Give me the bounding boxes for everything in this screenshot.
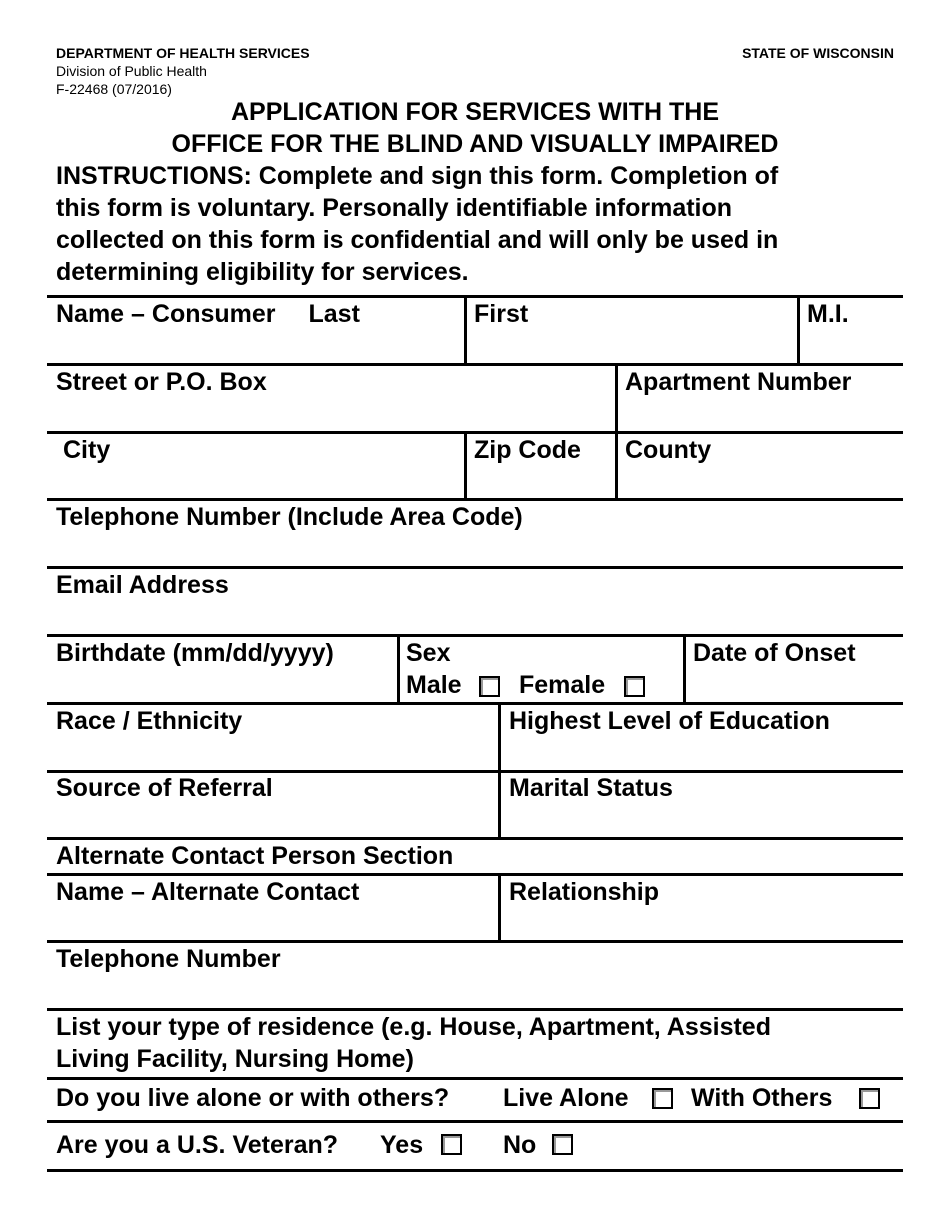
female-checkbox[interactable] xyxy=(624,676,645,697)
zip-code-label: Zip Code xyxy=(474,436,581,464)
email-field[interactable] xyxy=(56,571,229,600)
divider xyxy=(683,635,686,704)
middle-initial-label: M.I. xyxy=(807,300,849,328)
divider xyxy=(498,874,501,942)
divider xyxy=(615,364,618,433)
rule xyxy=(47,837,903,840)
veteran-yes-label: Yes xyxy=(380,1131,424,1159)
division-name: Division of Public Health xyxy=(56,63,207,79)
street-field[interactable] xyxy=(56,368,267,397)
education-label: Highest Level of Education xyxy=(509,707,830,735)
rule xyxy=(47,634,903,637)
rule xyxy=(47,1077,903,1080)
form-title-line-1: APPLICATION FOR SERVICES WITH THE xyxy=(231,98,719,126)
divider xyxy=(464,296,467,365)
live-alone-checkbox[interactable] xyxy=(652,1088,673,1109)
city-field[interactable] xyxy=(63,436,110,465)
divider xyxy=(397,635,400,704)
rule xyxy=(47,498,903,501)
rule xyxy=(47,1120,903,1123)
first-name-field[interactable] xyxy=(474,300,528,329)
rule xyxy=(47,295,903,298)
with-others-label: With Others xyxy=(691,1084,833,1112)
rule xyxy=(47,770,903,773)
rule xyxy=(47,1008,903,1011)
marital-status-field[interactable] xyxy=(509,774,673,803)
middle-initial-field[interactable] xyxy=(807,300,849,329)
street-label: Street or P.O. Box xyxy=(56,368,267,396)
department-name: DEPARTMENT OF HEALTH SERVICES xyxy=(56,45,310,61)
veteran-question: Are you a U.S. Veteran? xyxy=(56,1131,339,1159)
rule xyxy=(47,363,903,366)
instructions-line-3: collected on this form is confidential and will only be used in xyxy=(56,226,779,254)
form-number: F-22468 (07/2016) xyxy=(56,81,172,97)
divider xyxy=(797,296,800,365)
birthdate-field[interactable] xyxy=(56,639,334,668)
instructions-line-1: INSTRUCTIONS: Complete and sign this form. Completion of xyxy=(56,162,779,190)
rule xyxy=(47,1169,903,1172)
referral-field[interactable] xyxy=(56,774,273,803)
name-consumer-label: Name – Consumer xyxy=(56,300,276,328)
alternate-telephone-label: Telephone Number xyxy=(56,945,281,973)
male-label: Male xyxy=(406,671,462,699)
residence-type-label-line-2: Living Facility, Nursing Home) xyxy=(56,1045,414,1073)
race-ethnicity-label: Race / Ethnicity xyxy=(56,707,243,735)
telephone-field[interactable] xyxy=(56,503,523,532)
live-alone-label: Live Alone xyxy=(503,1084,629,1112)
rule xyxy=(47,873,903,876)
rule xyxy=(47,940,903,943)
alternate-contact-name-label: Name – Alternate Contact xyxy=(56,878,360,906)
residence-type-label-line-1: List your type of residence (e.g. House, Apartment, Assisted xyxy=(56,1013,771,1041)
sex-label: Sex xyxy=(406,639,451,667)
veteran-no-checkbox[interactable] xyxy=(552,1134,573,1155)
residence-type-field[interactable] xyxy=(56,1013,771,1042)
apartment-label: Apartment Number xyxy=(625,368,852,396)
first-name-label: First xyxy=(474,300,529,328)
state-name: STATE OF WISCONSIN xyxy=(742,45,894,61)
alternate-contact-section-heading: Alternate Contact Person Section xyxy=(56,842,454,870)
alternate-contact-name-field[interactable] xyxy=(56,878,359,907)
marital-status-label: Marital Status xyxy=(509,774,673,802)
race-ethnicity-field[interactable] xyxy=(56,707,242,736)
birthdate-label: Birthdate (mm/dd/yyyy) xyxy=(56,639,334,667)
city-label: City xyxy=(63,436,111,464)
rule xyxy=(47,566,903,569)
relationship-label: Relationship xyxy=(509,878,660,906)
county-label: County xyxy=(625,436,712,464)
alternate-telephone-field[interactable] xyxy=(56,945,281,974)
veteran-no-label: No xyxy=(503,1131,537,1159)
date-of-onset-field[interactable] xyxy=(693,639,856,668)
email-label: Email Address xyxy=(56,571,229,599)
relationship-field[interactable] xyxy=(509,878,659,907)
form-title-line-2: OFFICE FOR THE BLIND AND VISUALLY IMPAIRED xyxy=(171,130,779,158)
rule xyxy=(47,431,903,434)
last-name-label: Last xyxy=(308,300,360,328)
divider xyxy=(464,432,467,500)
date-of-onset-label: Date of Onset xyxy=(693,639,856,667)
male-checkbox[interactable] xyxy=(479,676,500,697)
referral-label: Source of Referral xyxy=(56,774,273,802)
telephone-label: Telephone Number (Include Area Code) xyxy=(56,503,523,531)
name-consumer-field[interactable] xyxy=(56,300,360,329)
divider xyxy=(615,432,618,500)
county-field[interactable] xyxy=(625,436,711,465)
live-alone-question: Do you live alone or with others? xyxy=(56,1084,450,1112)
education-field[interactable] xyxy=(509,707,830,736)
instructions-line-2: this form is voluntary. Personally identifiable information xyxy=(56,194,733,222)
apartment-field[interactable] xyxy=(625,368,851,397)
instructions-line-4: determining eligibility for services. xyxy=(56,258,469,286)
veteran-yes-checkbox[interactable] xyxy=(441,1134,462,1155)
female-label: Female xyxy=(519,671,606,699)
zip-code-field[interactable] xyxy=(474,436,581,465)
with-others-checkbox[interactable] xyxy=(859,1088,880,1109)
divider xyxy=(498,703,501,839)
rule xyxy=(47,702,903,705)
